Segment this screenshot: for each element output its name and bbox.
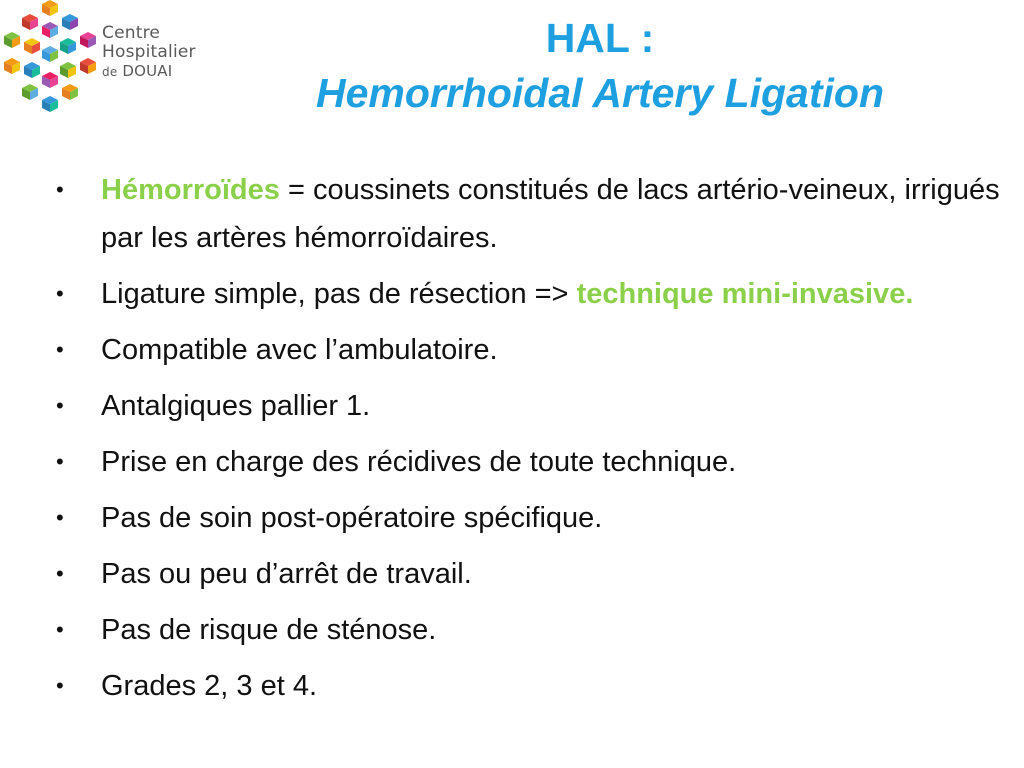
- slide-title-line1: HAL :: [545, 15, 655, 61]
- logo-line-centre: Centre: [102, 23, 161, 43]
- bullet-text: = coussinets constitués de lacs artério-veineux, irrigués par les artères hémorroïdaires.: [101, 174, 1000, 254]
- bullet-text: Prise en charge des récidives de toute technique.: [101, 446, 737, 478]
- bullet-dot-icon: •: [56, 673, 64, 698]
- logo-line-douai: [102, 62, 196, 82]
- bullet-text: Pas ou peu d’arrêt de travail.: [101, 558, 472, 590]
- bullet-item: [56, 382, 1006, 430]
- bullet-text: Compatible avec l’ambulatoire.: [101, 334, 498, 366]
- bullet-list: [56, 166, 1006, 718]
- bullet-dot-icon: •: [56, 505, 64, 530]
- bullet-highlight: technique mini-invasive.: [576, 278, 914, 310]
- bullet-text: Antalgiques pallier 1.: [101, 390, 371, 422]
- logo-line-douai-name: DOUAI: [122, 62, 173, 80]
- bullet-text: Grades 2, 3 et 4.: [101, 670, 318, 702]
- bullet-item: [56, 662, 1006, 710]
- slide-title: [190, 14, 1010, 118]
- bullet-item: [56, 550, 1006, 598]
- bullet-dot-icon: •: [56, 393, 64, 418]
- logo-text: [102, 24, 196, 82]
- bullet-item: [56, 606, 1006, 654]
- bullet-text: Pas de soin post-opératoire spécifique.: [101, 502, 603, 534]
- bullet-dot-icon: •: [56, 561, 64, 586]
- bullet-item: [56, 438, 1006, 486]
- logo-line-hospitalier: Hospitalier: [102, 42, 196, 62]
- bullet-dot-icon: •: [56, 281, 64, 306]
- logo-mosaic-icon: [0, 0, 100, 115]
- logo-line-de: de: [102, 65, 118, 79]
- bullet-item: [56, 326, 1006, 374]
- bullet-dot-icon: •: [56, 337, 64, 362]
- bullet-highlight: Hémorroïdes: [101, 174, 280, 206]
- bullet-text: Ligature simple, pas de résection =>: [101, 278, 577, 310]
- bullet-dot-icon: •: [56, 449, 64, 474]
- bullet-dot-icon: •: [56, 617, 64, 642]
- bullet-dot-icon: •: [56, 177, 64, 202]
- bullet-item: [56, 166, 1006, 262]
- bullet-item: [56, 494, 1006, 542]
- bullet-item: [56, 270, 1006, 318]
- bullet-text: Pas de risque de sténose.: [101, 614, 437, 646]
- slide-title-line2: Hemorrhoidal Artery Ligation: [316, 70, 884, 117]
